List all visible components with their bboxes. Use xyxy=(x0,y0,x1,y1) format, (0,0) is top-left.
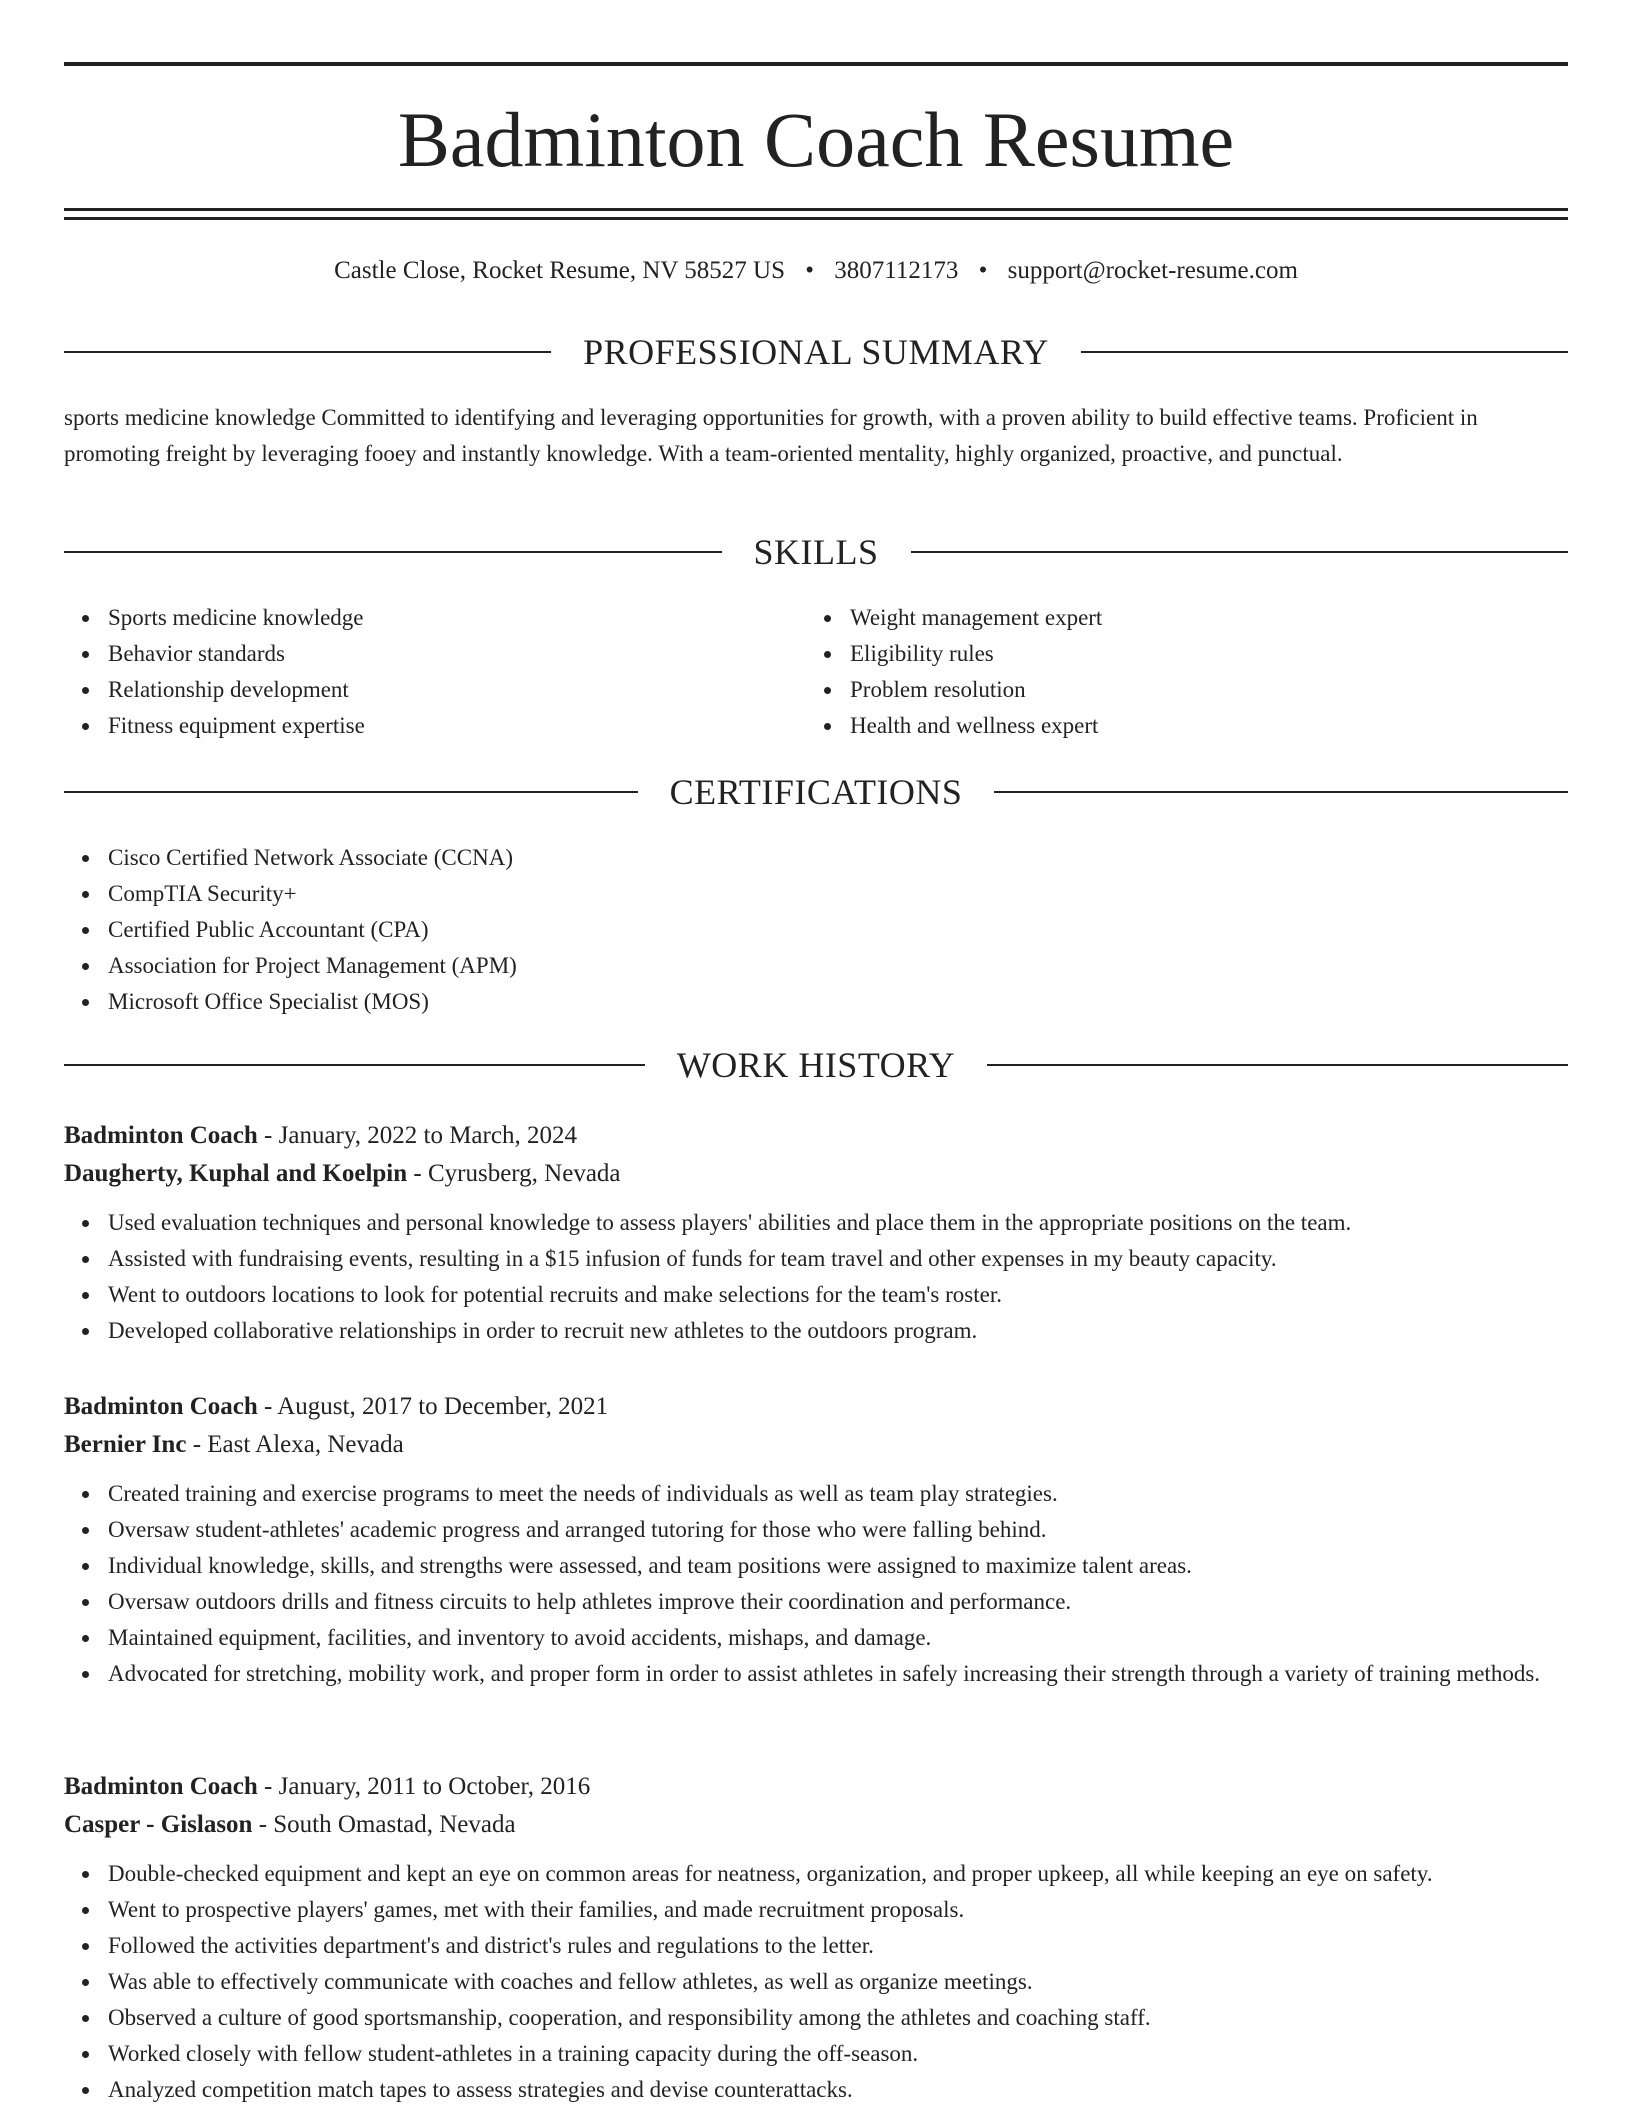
heading-rule xyxy=(1081,351,1568,353)
top-rule xyxy=(64,62,1568,66)
heading-rule xyxy=(64,1064,645,1066)
heading-rule xyxy=(994,791,1568,793)
job-bullet: Individual knowledge, skills, and strengths were assessed, and team positions were assigned to maximize talent areas. xyxy=(64,1548,1568,1584)
title-double-rule xyxy=(64,208,1568,220)
certification-item: Cisco Certified Network Associate (CCNA) xyxy=(64,840,1568,876)
certifications-items xyxy=(64,840,1568,1020)
job-bullets xyxy=(64,1856,1568,2108)
skill-item: Health and wellness expert xyxy=(806,708,1548,744)
job-title-line xyxy=(64,1768,1568,1806)
heading-rule xyxy=(987,1064,1568,1066)
heading-rule xyxy=(64,351,551,353)
job-title: Badminton Coach xyxy=(64,1393,258,1420)
job-bullet: Went to outdoors locations to look for potential recruits and make selections for the team's roster. xyxy=(64,1277,1568,1313)
skills-column-left xyxy=(64,600,806,744)
job-bullet: Followed the activities department's and district's rules and regulations to the letter. xyxy=(64,1928,1568,1964)
job-company-line xyxy=(64,1155,1568,1193)
skill-item: Weight management expert xyxy=(806,600,1548,636)
heading-rule xyxy=(64,791,638,793)
job-company: Daugherty, Kuphal and Koelpin xyxy=(64,1160,408,1187)
job-company-line xyxy=(64,1806,1568,1844)
skill-item: Problem resolution xyxy=(806,672,1548,708)
job-title: Badminton Coach xyxy=(64,1122,258,1149)
job-bullet: Used evaluation techniques and personal knowledge to assess players' abilities and place them in the appropriate positions on the team. xyxy=(64,1205,1568,1241)
certification-item: Association for Project Management (APM) xyxy=(64,948,1568,984)
job-bullet: Went to prospective players' games, met with their families, and made recruitment proposals. xyxy=(64,1892,1568,1928)
certifications-list xyxy=(64,840,1568,1020)
job-bullet: Analyzed competition match tapes to assess strategies and devise counterattacks. xyxy=(64,2072,1568,2108)
contact-separator: • xyxy=(978,257,988,284)
job-company: Casper - Gislason xyxy=(64,1811,253,1838)
skills-column-right xyxy=(806,600,1548,744)
job-company-line xyxy=(64,1426,1568,1464)
skills-list xyxy=(64,600,1568,744)
job-bullet: Observed a culture of good sportsmanship, cooperation, and responsibility among the athletes and coaching staff. xyxy=(64,2000,1568,2036)
contact-email: support@rocket-resume.com xyxy=(1007,257,1298,284)
job-dates: - January, 2011 to October, 2016 xyxy=(257,1773,591,1800)
job-location: - South Omastad, Nevada xyxy=(252,1811,516,1838)
section-title: PROFESSIONAL SUMMARY xyxy=(583,332,1049,372)
contact-line xyxy=(64,254,1568,288)
contact-address: Castle Close, Rocket Resume, NV 58527 US xyxy=(334,257,785,284)
job-bullet: Maintained equipment, facilities, and inventory to avoid accidents, mishaps, and damage. xyxy=(64,1620,1568,1656)
job-location: - East Alexa, Nevada xyxy=(186,1431,404,1458)
skill-item: Eligibility rules xyxy=(806,636,1548,672)
job-company: Bernier Inc xyxy=(64,1431,187,1458)
section-title: CERTIFICATIONS xyxy=(669,772,963,812)
job-title: Badminton Coach xyxy=(64,1773,258,1800)
job-bullet: Was able to effectively communicate with coaches and fellow athletes, as well as organize meetings. xyxy=(64,1964,1568,2000)
contact-separator: • xyxy=(805,257,815,284)
job-bullet: Double-checked equipment and kept an eye on common areas for neatness, organization, and proper upkeep, all while keeping an eye on safety. xyxy=(64,1856,1568,1892)
skill-item: Sports medicine knowledge xyxy=(64,600,806,636)
summary-text: sports medicine knowledge Committed to identifying and leveraging opportunities for growth, with a proven ability to build effective teams. Proficient in promoting freight by leveraging fooey and instantly knowledge. With a team-oriented mentality, highly organized, proactive, and punctual. xyxy=(64,405,1478,466)
job-bullets xyxy=(64,1205,1568,1349)
heading-rule xyxy=(911,551,1569,553)
job-bullet: Assisted with fundraising events, resulting in a $15 infusion of funds for team travel and other expenses in my beauty capacity. xyxy=(64,1241,1568,1277)
job-dates: - August, 2017 to December, 2021 xyxy=(257,1393,609,1420)
job-bullet: Created training and exercise programs to meet the needs of individuals as well as team play strategies. xyxy=(64,1476,1568,1512)
job-entry xyxy=(64,1117,1568,1349)
job-bullet: Developed collaborative relationships in order to recruit new athletes to the outdoors program. xyxy=(64,1313,1568,1349)
section-title: SKILLS xyxy=(753,532,879,572)
job-title-line xyxy=(64,1388,1568,1426)
certification-item: Certified Public Accountant (CPA) xyxy=(64,912,1568,948)
section-heading-skills xyxy=(64,530,1568,574)
certification-item: Microsoft Office Specialist (MOS) xyxy=(64,984,1568,1020)
skill-item: Relationship development xyxy=(64,672,806,708)
job-bullets xyxy=(64,1476,1568,1692)
page-title: Badminton Coach Resume xyxy=(397,96,1235,183)
job-bullet: Oversaw outdoors drills and fitness circuits to help athletes improve their coordination and performance. xyxy=(64,1584,1568,1620)
skill-item: Fitness equipment expertise xyxy=(64,708,806,744)
contact-phone: 3807112173 xyxy=(834,257,959,284)
certification-item: CompTIA Security+ xyxy=(64,876,1568,912)
job-title-line xyxy=(64,1117,1568,1155)
job-bullet: Advocated for stretching, mobility work, and proper form in order to assist athletes in safely increasing their strength through a variety of training methods. xyxy=(64,1656,1568,1692)
heading-rule xyxy=(64,551,722,553)
job-entry xyxy=(64,1388,1568,1692)
job-bullet: Oversaw student-athletes' academic progress and arranged tutoring for those who were falling behind. xyxy=(64,1512,1568,1548)
job-bullet: Worked closely with fellow student-athletes in a training capacity during the off-season. xyxy=(64,2036,1568,2072)
job-location: - Cyrusberg, Nevada xyxy=(407,1160,621,1187)
skill-item: Behavior standards xyxy=(64,636,806,672)
job-entry xyxy=(64,1768,1568,2108)
section-title: WORK HISTORY xyxy=(676,1045,956,1085)
section-heading-certifications xyxy=(64,770,1568,814)
section-heading-work xyxy=(64,1043,1568,1087)
job-dates: - January, 2022 to March, 2024 xyxy=(257,1122,577,1149)
section-heading-summary xyxy=(64,330,1568,374)
